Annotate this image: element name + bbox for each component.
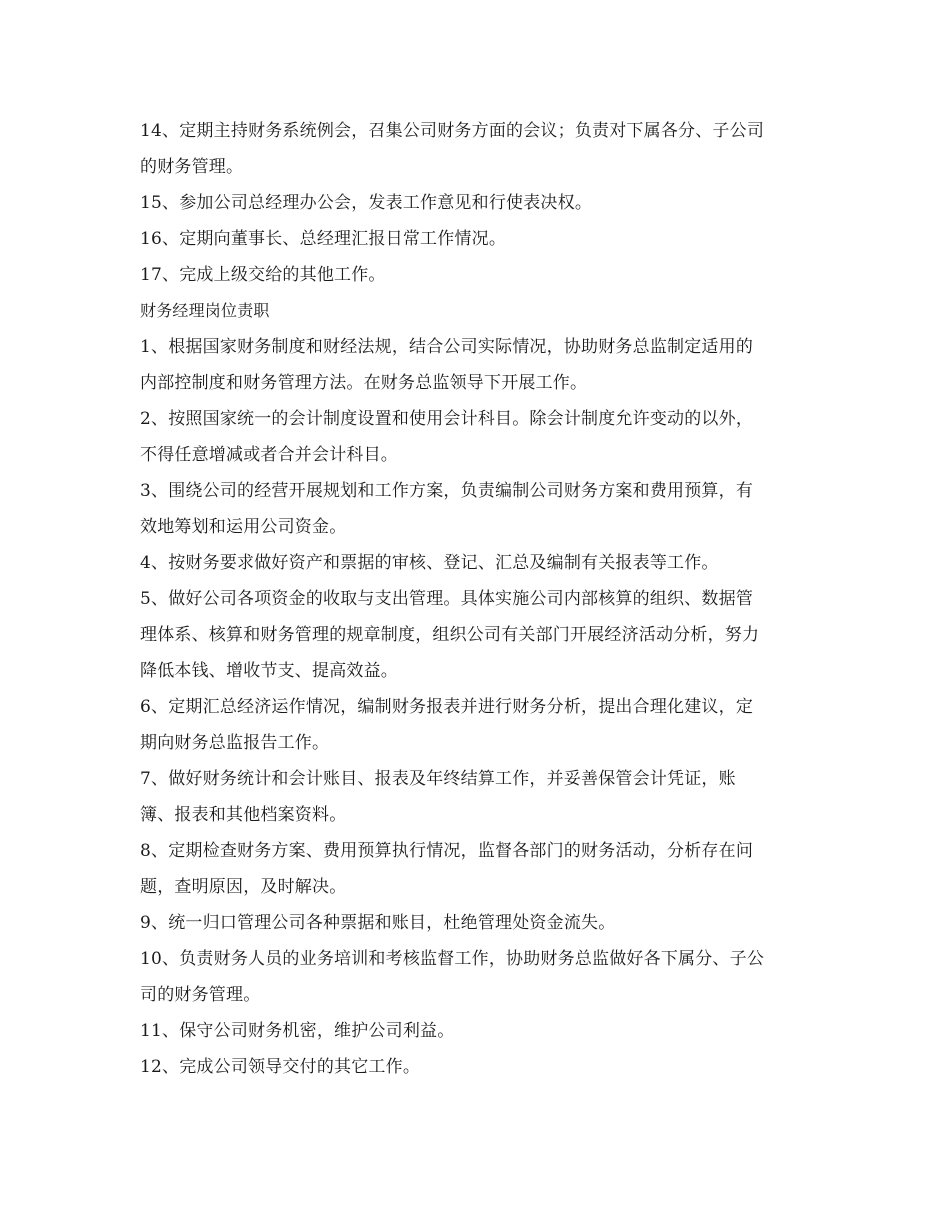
text-line: 不得任意增减或者合并会计科目。 bbox=[140, 445, 398, 465]
text-line: 1、根据国家财务制度和财经法规，结合公司实际情况，协助财务总监制定适用的 bbox=[140, 337, 754, 357]
text-line: 7、做好财务统计和会计账目、报表及年终结算工作，并妥善保管会计凭证，账 bbox=[140, 769, 736, 789]
text-line: 效地筹划和运用公司资金。 bbox=[140, 517, 347, 537]
text-line: 5、做好公司各项资金的收取与支出管理。具体实施公司内部核算的组织、数据管 bbox=[140, 589, 754, 609]
text-line: 司的财务管理。 bbox=[140, 985, 261, 1005]
text-line: 2、按照国家统一的会计制度设置和使用会计科目。除会计制度允许变动的以外， bbox=[140, 409, 754, 429]
text-line: 题，查明原因，及时解决。 bbox=[140, 877, 347, 897]
section-heading: 财务经理岗位责职 bbox=[140, 301, 270, 320]
text-line: 的财务管理。 bbox=[140, 157, 244, 177]
text-line: 9、统一归口管理公司各种票据和账目，杜绝管理处资金流失。 bbox=[140, 913, 616, 933]
text-line: 11、保守公司财务机密，维护公司利益。 bbox=[140, 1021, 455, 1041]
text-line: 理体系、核算和财务管理的规章制度，组织公司有关部门开展经济活动分析，努力 bbox=[140, 625, 760, 645]
text-line: 15、参加公司总经理办公会，发表工作意见和行使表决权。 bbox=[140, 193, 593, 213]
text-line: 16、定期向董事长、总经理汇报日常工作情况。 bbox=[140, 229, 507, 249]
text-line: 12、完成公司领导交付的其它工作。 bbox=[140, 1057, 421, 1077]
text-line: 簿、报表和其他档案资料。 bbox=[140, 805, 347, 825]
text-line: 14、定期主持财务系统例会，召集公司财务方面的会议；负责对下属各分、子公司 bbox=[140, 121, 765, 141]
document-body bbox=[140, 113, 812, 1085]
text-line: 4、按财务要求做好资产和票据的审核、登记、汇总及编制有关报表等工作。 bbox=[140, 553, 719, 573]
text-line: 6、定期汇总经济运作情况，编制财务报表并进行财务分析，提出合理化建议，定 bbox=[140, 697, 754, 717]
text-line: 3、围绕公司的经营开展规划和工作方案，负责编制公司财务方案和费用预算，有 bbox=[140, 481, 754, 501]
text-line: 8、定期检查财务方案、费用预算执行情况，监督各部门的财务活动，分析存在问 bbox=[140, 841, 754, 861]
text-line: 17、完成上级交给的其他工作。 bbox=[140, 265, 386, 285]
text-line: 内部控制度和财务管理方法。在财务总监领导下开展工作。 bbox=[140, 373, 588, 393]
text-line: 降低本钱、增收节支、提高效益。 bbox=[140, 661, 398, 681]
text-line: 期向财务总监报告工作。 bbox=[140, 733, 330, 753]
text-line: 10、负责财务人员的业务培训和考核监督工作，协助财务总监做好各下属分、子公 bbox=[140, 949, 765, 969]
